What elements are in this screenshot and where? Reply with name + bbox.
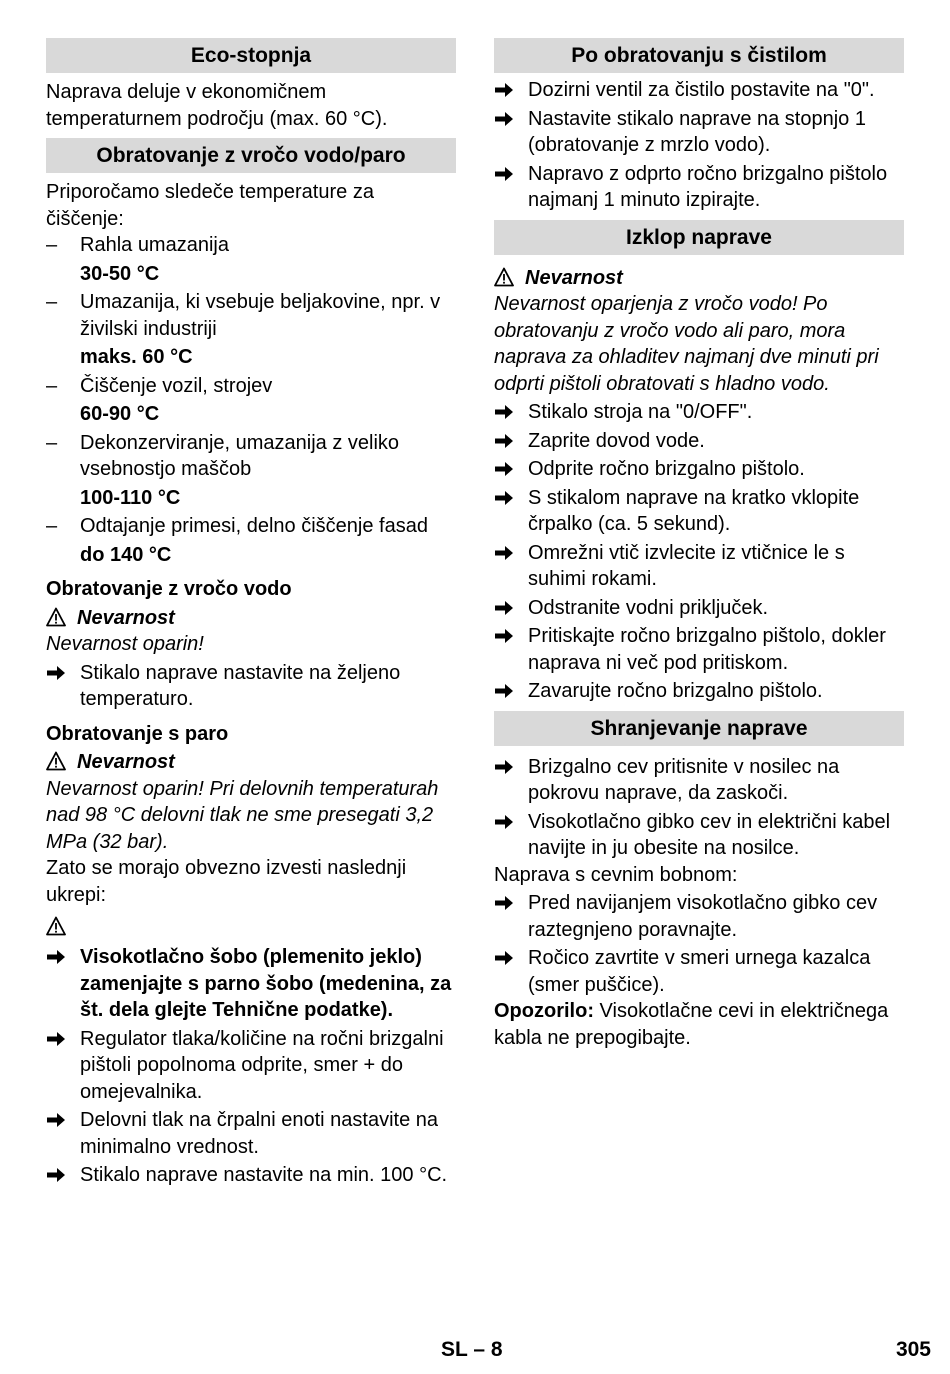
section-header-eco: Eco-stopnja (46, 38, 456, 73)
drum-note: Naprava s cevnim bobnom: (494, 863, 738, 886)
temperature-value: maks. 60 °C (80, 346, 193, 368)
arrow-right-icon (494, 545, 514, 561)
caution-label: Opozorilo: (494, 1000, 594, 1022)
eco-text: Naprava deluje v ekonomičnem temperaturnem področju (max. 60 °C). (46, 81, 388, 130)
list-item: – Dekonzerviranje, umazanija z veliko vsebnostjo maščob (46, 431, 400, 480)
arrow-right-icon (494, 600, 514, 616)
section-header-hot-water: Obratovanje z vročo vodo/paro (46, 138, 456, 173)
step-item: Regulator tlaka/količine na ročni brizgalni pištoli popolnoma odprite, smer + do omejevalnika. (46, 1026, 456, 1106)
temperature-value: 30-50 °C (80, 262, 160, 285)
off-steps (494, 399, 904, 705)
step-item: Dozirni ventil za čistilo postavite na "0". (494, 77, 904, 104)
arrow-right-icon (494, 895, 514, 911)
step-item: Stikalo naprave nastavite na min. 100 °C. (46, 1162, 456, 1189)
arrow-right-icon (46, 1031, 66, 1047)
warning-text: Nevarnost oparin! Pri delovnih temperaturah nad 98 °C delovni tlak ne sme presegati 3,2 MPa (32 bar). (46, 777, 439, 853)
arrow-right-icon (494, 683, 514, 699)
warning-triangle-icon (46, 916, 66, 936)
left-column (46, 38, 456, 1189)
temperature-value: do 140 °C (80, 543, 172, 566)
step-item: Delovni tlak na črpalni enoti nastavite na minimalno vrednost. (46, 1107, 456, 1160)
arrow-right-icon (46, 949, 66, 965)
step-item: Nastavite stikalo naprave na stopnjo 1 (obratovanje z mrzlo vodo). (494, 106, 904, 159)
arrow-right-icon (46, 665, 66, 681)
danger-heading: Nevarnost (494, 265, 904, 292)
warning-triangle-icon (46, 751, 66, 771)
steam-note: Zato se morajo obvezno izvesti naslednji ukrepi: (46, 857, 407, 906)
store-steps (494, 754, 904, 862)
step-item: Visokotlačno gibko cev in električni kabel navijte in ju obesite na nosilce. (494, 809, 904, 862)
list-item: – Umazanija, ki vsebuje beljakovine, npr. v živilski industriji (46, 291, 441, 340)
step-item: Pred navijanjem visokotlačno gibko cev raztegnjeno poravnajte. (494, 890, 904, 943)
step-item: Odstranite vodni priključek. (494, 595, 904, 622)
after-steps (494, 77, 904, 214)
step-item: Omrežni vtič izvlecite iz vtičnice le s suhimi rokami. (494, 540, 904, 593)
temperature-list (46, 232, 456, 568)
step-item: S stikalom naprave na kratko vklopite črpalko (ca. 5 sekund). (494, 485, 904, 538)
subheading-hot-water: Obratovanje z vročo vodo (46, 578, 292, 600)
page-number: 305 (895, 1338, 931, 1361)
arrow-right-icon (46, 1167, 66, 1183)
arrow-right-icon (494, 950, 514, 966)
step-item: Odprite ročno brizgalno pištolo. (494, 456, 904, 483)
arrow-right-icon (494, 759, 514, 775)
list-item: – Odtajanje primesi, delno čiščenje fasad (46, 515, 428, 537)
step-item: Stikalo stroja na "0/OFF". (494, 399, 904, 426)
hot-intro: Priporočamo sledeče temperature za čiščenje: (46, 181, 374, 230)
warning-triangle-icon (46, 607, 66, 627)
section-header-storage: Shranjevanje naprave (494, 711, 904, 746)
list-item: – Rahla umazanija (46, 234, 229, 256)
arrow-right-icon (494, 404, 514, 420)
arrow-right-icon (494, 461, 514, 477)
step-item: Pritiskajte ročno brizgalno pištolo, dokler naprava ni več pod pritiskom. (494, 623, 904, 676)
arrow-right-icon (46, 1112, 66, 1128)
temperature-value: 60-90 °C (80, 403, 160, 425)
drum-steps (494, 890, 904, 998)
warning-text: Nevarnost oparin! (46, 633, 204, 655)
arrow-right-icon (494, 433, 514, 449)
section-header-switch-off: Izklop naprave (494, 220, 904, 255)
step-item: Stikalo naprave nastavite na željeno temperaturo. (46, 660, 456, 713)
arrow-right-icon (494, 814, 514, 830)
right-column (494, 38, 904, 1051)
section-header-after-detergent: Po obratovanju s čistilom (494, 38, 904, 73)
danger-heading: Nevarnost (46, 605, 456, 632)
danger-heading: Nevarnost (46, 749, 456, 776)
subheading-steam: Obratovanje s paro (46, 722, 229, 745)
list-item: – Čiščenje vozil, strojev (46, 374, 273, 397)
step-item: Zavarujte ročno brizgalno pištolo. (494, 678, 904, 705)
step-item: Visokotlačno šobo (plemenito jeklo) zamenjajte s parno šobo (medenina, za št. dela glejte Tehnične podatke). (46, 944, 456, 1024)
warning-text: Nevarnost oparjenja z vročo vodo! Po obratovanju z vročo vodo ali paro, mora naprava za ohladitev najmanj dve minuti pri odprti pištoli obratovati s hladno vodo. (494, 293, 879, 395)
step-item: Napravo z odprto ročno brizgalno pištolo najmanj 1 minuto izpirajte. (494, 161, 904, 214)
caution-note (494, 998, 904, 1051)
step-item: Zaprite dovod vode. (494, 428, 904, 455)
warning-triangle-icon (494, 267, 514, 287)
temperature-value: 100-110 °C (80, 486, 181, 509)
caution-text: Visokotlačne cevi in električnega kabla ne prepogibajte. (494, 1000, 889, 1049)
arrow-right-icon (494, 166, 514, 182)
step-item: Ročico zavrtite v smeri urnega kazalca (smer puščice). (494, 945, 904, 998)
arrow-right-icon (494, 628, 514, 644)
footer-section-code: SL – 8 (441, 1338, 503, 1361)
arrow-right-icon (494, 490, 514, 506)
caution-icon-row (46, 914, 456, 938)
arrow-right-icon (494, 111, 514, 127)
step-item: Brizgalno cev pritisnite v nosilec na pokrovu naprave, da zaskoči. (494, 754, 904, 807)
arrow-right-icon (494, 82, 514, 98)
